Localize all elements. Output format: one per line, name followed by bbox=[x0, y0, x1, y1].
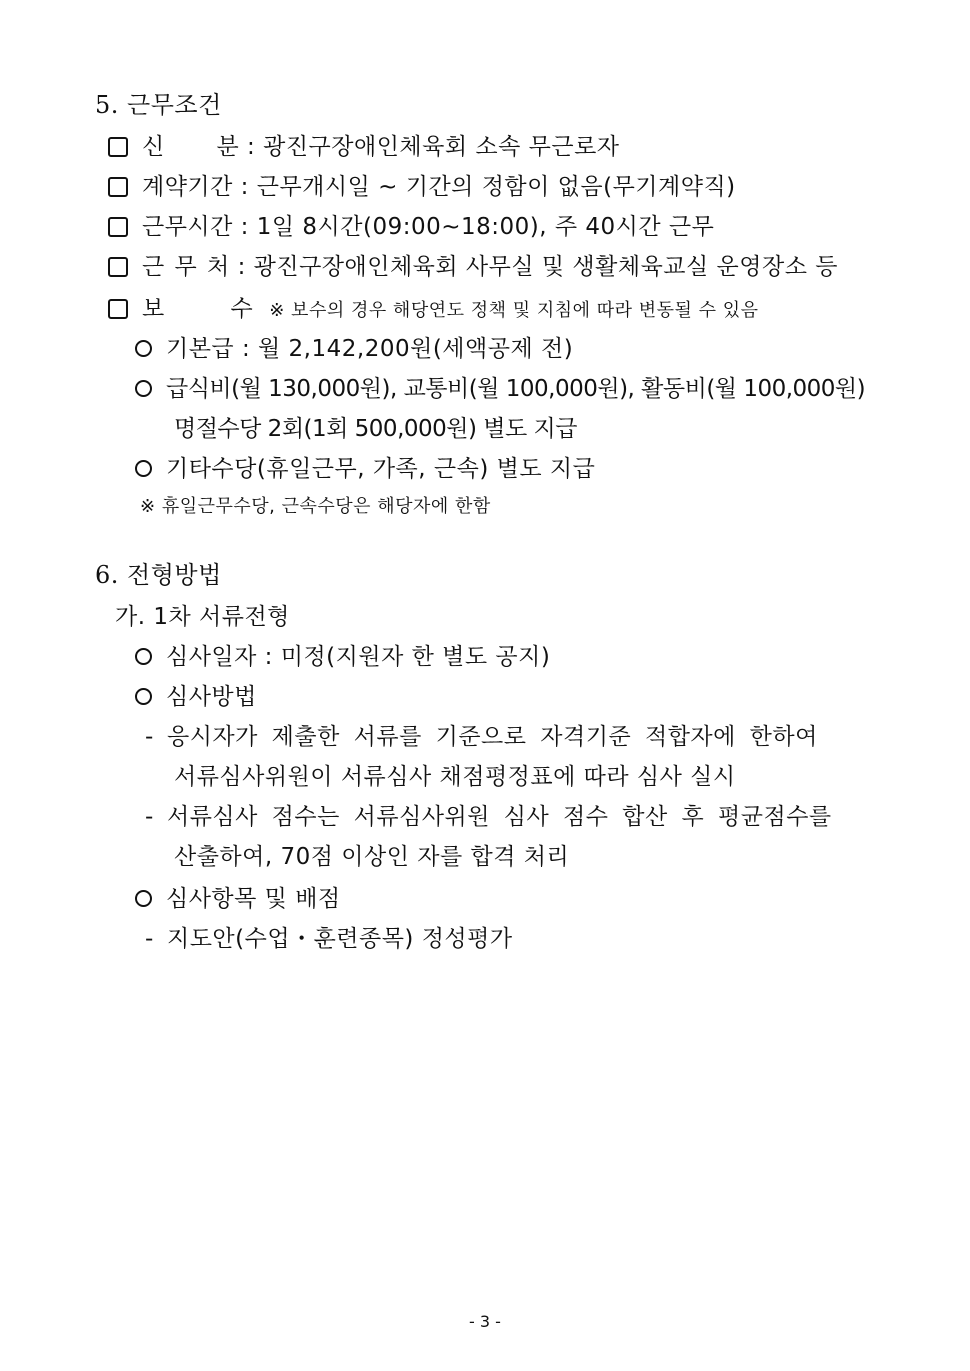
pay-note: ※ 보수의 경우 해당연도 정책 및 지침에 따라 변동될 수 있음 bbox=[269, 300, 759, 321]
condition-value: : 근무개시일 ~ 기간의 정함이 없음(무기계약직) bbox=[232, 174, 736, 200]
review-method-item-2-cont: 산출하여, 70점 이상인 자를 합격 처리 bbox=[174, 844, 570, 870]
page-number: - 3 - bbox=[469, 1312, 501, 1331]
pay-holiday-bonus: 명절수당 2회(1회 500,000원) 별도 지급 bbox=[174, 416, 577, 442]
circle-bullet-icon bbox=[135, 460, 152, 477]
dash-bullet: - bbox=[145, 804, 154, 830]
circle-bullet-icon bbox=[135, 648, 152, 665]
method-2-line-a: 서류심사 점수는 서류심사위원 심사 점수 합산 후 평균점수를 bbox=[167, 804, 832, 830]
review-method-item-2 bbox=[145, 802, 832, 832]
pay-base-salary bbox=[135, 334, 573, 364]
review-method-item-1 bbox=[145, 722, 818, 752]
condition-workplace bbox=[108, 252, 838, 282]
section-5-title: 5. 근무조건 bbox=[95, 91, 222, 119]
condition-work-hours bbox=[108, 212, 714, 242]
condition-status bbox=[108, 132, 620, 162]
review-items-1-text: 지도안(수업・훈련종목) 정성평가 bbox=[167, 926, 513, 952]
condition-label: 보 수 bbox=[142, 296, 254, 322]
condition-contract-period bbox=[108, 172, 736, 202]
pay-allowances bbox=[135, 374, 865, 404]
condition-value: : 광진구장애인체육회 소속 무근로자 bbox=[239, 134, 620, 160]
condition-label: 근 무 처 bbox=[142, 254, 230, 280]
condition-pay bbox=[108, 294, 758, 326]
condition-label: 근무시간 bbox=[142, 214, 233, 240]
dash-bullet: - bbox=[145, 724, 154, 750]
pay-footnote: ※ 휴일근무수당, 근속수당은 해당자에 한함 bbox=[140, 496, 491, 517]
circle-bullet-icon bbox=[135, 340, 152, 357]
method-1-line-a: 응시자가 제출한 서류를 기준으로 자격기준 적합자에 한하여 bbox=[167, 724, 818, 750]
section-6-title: 6. 전형방법 bbox=[95, 561, 222, 589]
review-date-text: 심사일자 : 미정(지원자 한 별도 공지) bbox=[166, 644, 551, 670]
circle-bullet-icon bbox=[135, 890, 152, 907]
pay-other-allowances bbox=[135, 454, 595, 484]
condition-label: 신 분 bbox=[142, 134, 240, 160]
condition-value: : 광진구장애인체육회 사무실 및 생활체육교실 운영장소 등 bbox=[229, 254, 838, 280]
checkbox-icon bbox=[108, 299, 128, 319]
review-items-1 bbox=[145, 924, 513, 954]
subsection-document-screening: 가. 1차 서류전형 bbox=[115, 604, 290, 630]
condition-label: 계약기간 bbox=[142, 174, 233, 200]
review-date bbox=[135, 642, 550, 672]
circle-bullet-icon bbox=[135, 380, 152, 397]
review-items-text: 심사항목 및 배점 bbox=[166, 886, 341, 912]
checkbox-icon bbox=[108, 137, 128, 157]
review-items-title bbox=[135, 884, 341, 914]
review-method-item-1-cont: 서류심사위원이 서류심사 채점평정표에 따라 심사 실시 bbox=[174, 764, 736, 790]
circle-bullet-icon bbox=[135, 688, 152, 705]
pay-other-text: 기타수당(휴일근무, 가족, 근속) 별도 지급 bbox=[166, 456, 596, 482]
checkbox-icon bbox=[108, 177, 128, 197]
review-method-text: 심사방법 bbox=[166, 684, 257, 710]
dash-bullet: - bbox=[145, 926, 154, 952]
checkbox-icon bbox=[108, 257, 128, 277]
checkbox-icon bbox=[108, 217, 128, 237]
pay-base-text: 기본급 : 월 2,142,200원(세액공제 전) bbox=[166, 336, 574, 362]
condition-value: : 1일 8시간(09:00~18:00), 주 40시간 근무 bbox=[232, 214, 715, 240]
review-method-title bbox=[135, 682, 257, 712]
pay-allowances-text: 급식비(월 130,000원), 교통비(월 100,000원), 활동비(월 100,000원) bbox=[166, 376, 866, 402]
